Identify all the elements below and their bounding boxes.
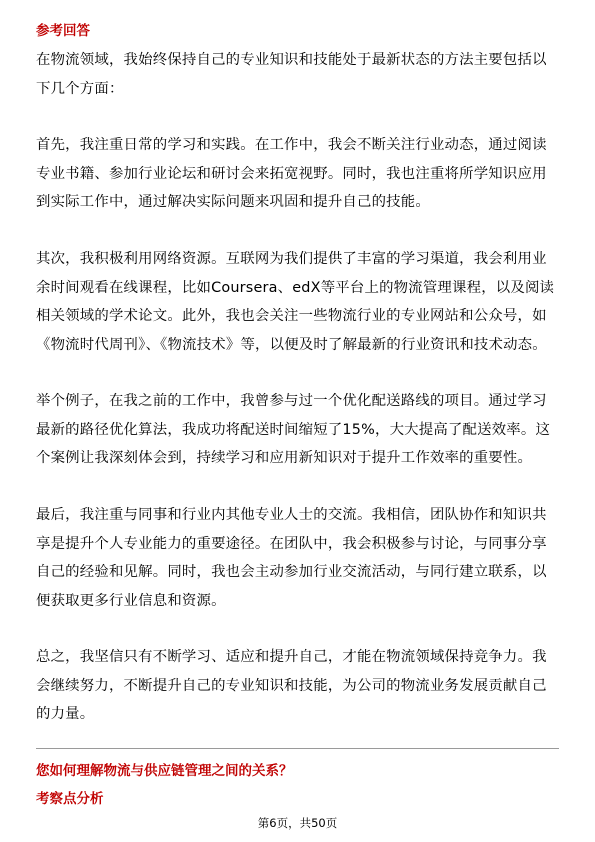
answer-paragraph-intro: 在物流领域，我始终保持自己的专业知识和技能处于最新状态的方法主要包括以下几个方面： [36, 52, 547, 97]
analysis-heading: 考察点分析 [36, 791, 104, 807]
section-divider [36, 748, 559, 749]
answer-paragraph-example: 举个例子，在我之前的工作中，我曾参与过一个优化配送路线的项目。通过学习最新的路径优化算法，我成功将配送时间缩短了15%，大大提高了配送效率。这个案例让我深刻体会到，持续学习和应用新知识对于提升工作效率的重要性。 [36, 393, 551, 466]
answer-paragraph-summary: 总之，我坚信只有不断学习、适应和提升自己，才能在物流领域保持竞争力。我会继续努力，不断提升自己的专业知识和技能，为公司的物流业务发展贡献自己的力量。 [36, 649, 547, 722]
answer-paragraph-second: 其次，我积极利用网络资源。互联网为我们提供了丰富的学习渠道，我会利用业余时间观看在线课程，比如Coursera、edX等平台上的物流管理课程，以及阅读相关领域的学术论文。此外，我也会关注一些物流行业的专业网站和公众号，如《物流时代周刊》、《物流技术》等，以便及时了解最新的行业资讯和技术动态。 [36, 251, 555, 353]
page-footer: 第6页，共50页 [257, 816, 338, 830]
answer-paragraph-last: 最后，我注重与同事和行业内其他专业人士的交流。我相信，团队协作和知识共享是提升个人专业能力的重要途径。在团队中，我会积极参与讨论，与同事分享自己的经验和见解。同时，我也会主动参加行业交流活动，与同行建立联系，以便获取更多行业信息和资源。 [36, 507, 547, 609]
answer-paragraph-first: 首先，我注重日常的学习和实践。在工作中，我会不断关注行业动态，通过阅读专业书籍、参加行业论坛和研讨会来拓宽视野。同时，我也注重将所学知识应用到实际工作中，通过解决实际问题来巩固和提升自己的技能。 [36, 137, 547, 210]
answer-heading: 参考回答 [36, 23, 90, 39]
next-question-heading: 您如何理解物流与供应链管理之间的关系？ [36, 763, 293, 779]
